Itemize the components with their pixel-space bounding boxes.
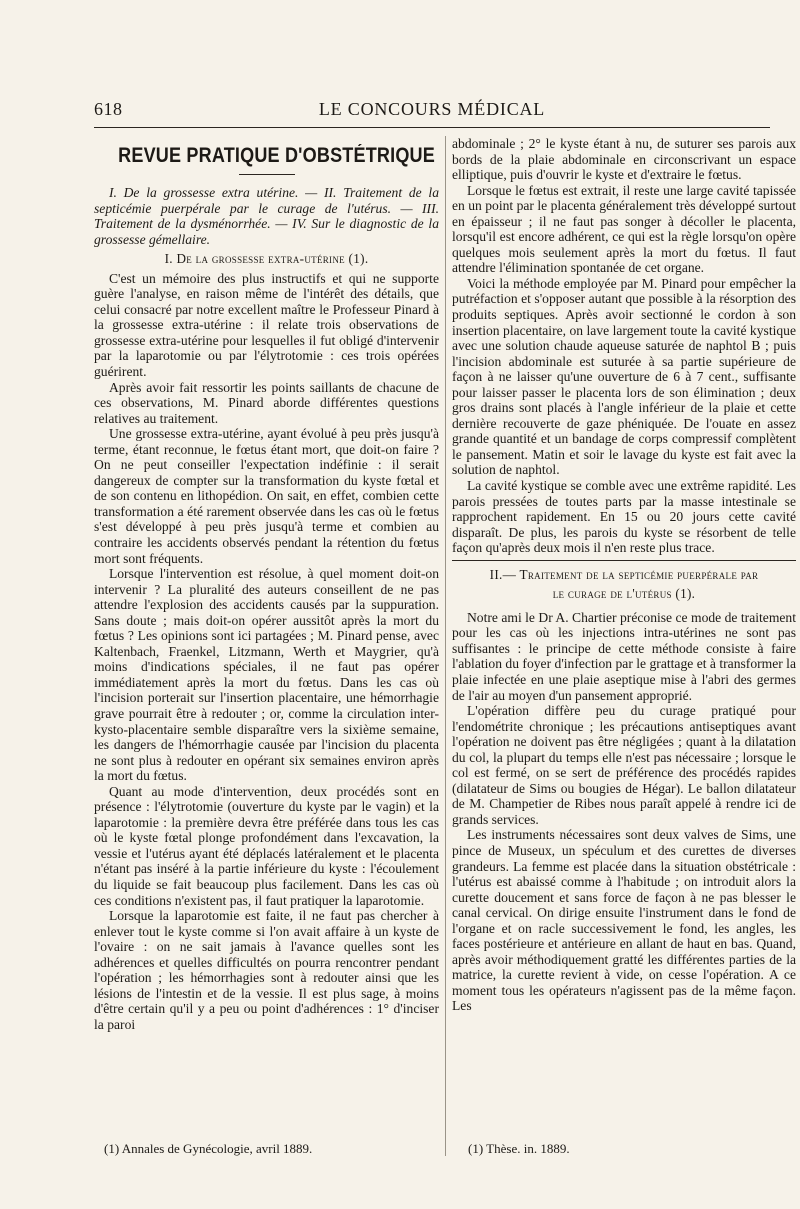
- rubric-title: REVUE PRATIQUE D'OBSTÉTRIQUE: [118, 144, 435, 167]
- section-1-heading: I. De la grossesse extra-utérine (1).: [164, 251, 369, 267]
- rubric-divider: [239, 174, 295, 175]
- running-head: [94, 95, 770, 128]
- paragraph: Les instruments nécessaires sont deux valves de Sims, une pince de Museux, un spéculum et des curettes de diverses grandeurs. La femme est placée dans la situation obstétricale : l'utérus est abaissé comme à l'habitude ; on introduit alors la curette doucement et sans force de façon à ne pas blesser le canal cervical. On dirige ensuite l'instrument dans le fond de l'organe et on racle successivement le fond, les angles, les faces postérieure et antérieure en allant de haut en bas. Quand, après avoir méthodiquement gratté les différentes parties de la matrice, la curette revient à vide, on cesse l'opération. A ce moment tous les opérateurs n'agissent pas de la même façon. Les: [452, 827, 796, 1014]
- paragraph: La cavité kystique se comble avec une extrême rapidité. Les parois pressées de toutes parts par la masse intestinale se rapprochent rapidement. En 15 ou 20 jours cette cavité disparaît. De plus, les parois du kyste se résorbent de telle façon qu'après deux mois il n'en reste plus trace.: [452, 478, 796, 556]
- paragraph: abdominale ; 2° le kyste étant à nu, de suturer ses parois aux bords de la plaie abdominale en circonscrivant un espace elliptique, puis d'ouvrir le kyste et d'extraire le fœtus.: [452, 136, 796, 183]
- paragraph: Notre ami le Dr A. Chartier préconise ce mode de traitement pour les cas où les injections intra-utérines ne sont pas suffisantes : le principe de cette méthode consiste à faire l'ablation du foyer d'infection par le grattage et à transformer la plaie infectée en une plaie aseptique mise à l'abri des germes de l'air au moyen d'un pansement approprié.: [452, 609, 796, 703]
- article-summary: I. De la grossesse extra utérine. — II. Traitement de la septicémie puerpérale par le curage de l'utérus. — III. Traitement de la dysménorrhée. — IV. Sur le diagnostic de la grossesse gémellaire.: [94, 185, 439, 247]
- right-column: [452, 136, 796, 1156]
- section-2-heading-line-2: le curage de l'utérus (1).: [552, 586, 696, 602]
- paragraph: Après avoir fait ressortir les points saillants de chacune de ces observations, M. Pinard aborde différentes questions relatives au traitement.: [94, 379, 439, 426]
- paragraph: Lorsque l'intervention est résolue, à quel moment doit-on intervenir ? La pluralité des auteurs conseillent de ne pas attendre l'explosion des accidents causés par la suppuration. Sans doute ; mais doit-on opérer aussitôt après la mort du fœtus ? Les opinions sont ici partagées ; M. Pinard pense, avec Kaltenbach, Fraenkel, Litzmann, Werth et Maygrier, qu'à moins d'indications spéciales, il ne faut pas opérer immédiatement après la mort du fœtus. Dans les cas où l'incision porterait sur l'insertion placentaire, une hémorrhagie grave pourrait être à redouter ; or, comme la circulation inter-kysto-placentaire semble disparaître vers la sixième semaine, les dangers de l'hémorrhagie causée par l'incision du placenta ne sont plus à redouter en opérant six semaines environ après la mort du fœtus.: [94, 566, 439, 784]
- paragraph: Voici la méthode employée par M. Pinard pour empêcher la putréfaction et s'opposer autant que possible à la résorption des produits septiques. Après avoir sectionné le cordon à son insertion placentaire, on lave largement toute la cavité kystique avec une solution chaude aqueuse saturée de naphtol B ; puis l'incision abdominale est suturée à sa partie supérieure de façon à ne laisser qu'une ouverture de 6 à 7 cent., suffisante pour laisser passer le placenta lors de son élimination ; deux gros drains sont placés à l'angle inférieur de la plaie et cette dernière recouverte de gaze phéniquée. De l'ouate en assez grande quantité et un bandage de corps compressif complètent le pansement. Matin et soir le lavage du kyste est fait avec la solution de naphtol.: [452, 275, 796, 478]
- column-divider: [445, 136, 446, 1156]
- section-divider: [452, 560, 796, 561]
- paragraph: Une grossesse extra-utérine, ayant évolué à peu près jusqu'à terme, étant reconnue, le fœtus étant mort, que doit-on faire ? On ne peut conseiller l'expectation indéfinie : il serait dangereux de compter sur la transformation du kyste fœtal et de son contenu en lithopédion. On sait, en effet, combien cette transformation a été rarement observée dans les cas où le fœtus s'est développé à peu près jusqu'à terme et combien au contraire les accidents observés pendant la rétention du fœtus mort sont fréquents.: [94, 426, 439, 566]
- paragraph: L'opération diffère peu du curage pratiqué pour l'endométrite chronique ; les précautions antiseptiques avant l'opération ne doivent pas être négligées ; quant à la dilatation du col, la plupart du temps elle n'est pas nécessaire ; lorsque le col est fermé, on se sert de préférence des procédés rapides (dilatateur de Sims ou bougies de Hégar). Le ballon dilatateur de M. Champetier de Ribes nous paraît appelé à rendre ici de grands services.: [452, 703, 796, 827]
- paragraph: Lorsque la laparotomie est faite, il ne faut pas chercher à enlever tout le kyste comme si l'on avait affaire à un kyste de l'ovaire : on ne sait jamais à l'avance quelles sont les adhérences et quelles difficultés on pourra rencontrer pendant l'opération ; les hémorrhagies sont à redouter ainsi que les lésions de l'intestin et de la vessie. Il est plus sage, à moins d'être certain qu'il y a peu ou point d'adhérences : 1° d'inciser la paroi: [94, 908, 439, 1032]
- journal-title: LE CONCOURS MÉDICAL: [318, 99, 546, 119]
- page-number: 618: [94, 99, 123, 119]
- footnote-right: (1) Thèse. in. 1889.: [468, 1141, 570, 1156]
- section-2-heading-line-1: II.— Traitement de la septicémie puerpérale par: [489, 566, 759, 582]
- paragraph: C'est un mémoire des plus instructifs et qui ne supporte guère l'analyse, en raison même de l'intérêt des détails, que celui consacré par notre excellent maître le Professeur Pinard à la grossesse extra-utérine : il relate trois observations de grossesse extra-utérine pour lesquelles il fut obligé d'intervenir par la laparotomie ou par l'élytrotomie : ces trois opérées guérirent.: [94, 270, 439, 379]
- paragraph: Quant au mode d'intervention, deux procédés sont en présence : l'élytrotomie (ouverture du kyste par le vagin) et la laparotomie : la première devra être préférée dans tous les cas où le kyste fœtal plonge profondément dans l'excavation, la vessie et l'utérus ayant été déplacés latéralement et le placenta n'étant pas inséré à la partie inférieure du kyste : l'écoulement du liquide se fait beaucoup plus facilement. Dans les cas où ces conditions n'existent pas, il faut pratiquer la laparotomie.: [94, 783, 439, 908]
- paragraph: Lorsque le fœtus est extrait, il reste une large cavité tapissée en un point par le placenta généralement très développé surtout en épaisseur ; il ne faut pas songer à décoller le placenta, lorsqu'il est encore adhérent, ce qui est la règle lorsqu'on opère quelques mois seulement après la mort du fœtus. Il faut attendre l'élimination spontanée de cet organe.: [452, 182, 796, 276]
- left-column: [94, 136, 439, 1156]
- footnote-left: (1) Annales de Gynécologie, avril 1889.: [104, 1141, 313, 1156]
